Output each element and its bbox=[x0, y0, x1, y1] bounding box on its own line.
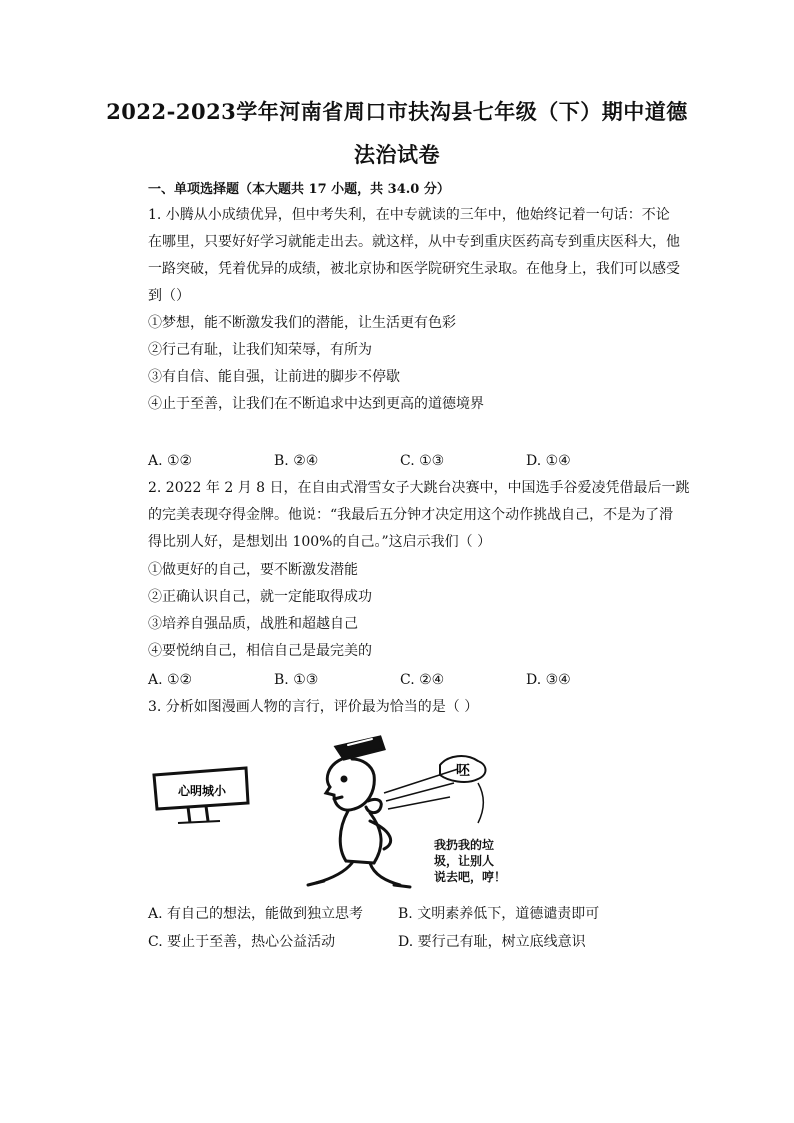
question-2-option-a[interactable]: A. ①② bbox=[148, 672, 193, 688]
question-1-stem-line-2: 在哪里，只要好好学习就能走出去。就这样，从中专到重庆医药高专到重庆医科大，他 bbox=[148, 234, 680, 250]
question-2-stem-line-1: 2. 2022 年 2 月 8 日，在自由式滑雪女子大跳台决赛中，中国选手谷爱凌凭借最后一跳 bbox=[148, 480, 690, 496]
question-3-option-a[interactable]: A. 有自己的想法，能做到独立思考 bbox=[148, 906, 364, 922]
spit-speech bbox=[440, 756, 486, 823]
question-1-option-b[interactable]: B. ②④ bbox=[274, 453, 319, 469]
question-1-stem-line-3: 一路突破，凭着优异的成绩，被北京协和医学院研究生录取。在他身上，我们可以感受 bbox=[148, 261, 680, 277]
question-3-option-c[interactable]: C. 要止于至善，热心公益活动 bbox=[148, 934, 336, 950]
question-1-option-a[interactable]: A. ①② bbox=[148, 453, 193, 469]
spit-motion-lines bbox=[384, 769, 458, 809]
question-1-stem-line-4: 到（） bbox=[148, 288, 190, 304]
question-1-stem-line-1: 1. 小腾从小成绩优异，但中考失利，在中专就读的三年中，他始终记着一句话：不论 bbox=[148, 207, 670, 223]
caption-line-3: 说去吧，哼！ bbox=[434, 870, 507, 884]
question-2-option-d[interactable]: D. ③④ bbox=[526, 672, 571, 688]
question-2-stem-line-3: 得比别人好，是想划出 100%的自己。”这启示我们（ ） bbox=[148, 534, 492, 550]
question-3-option-b[interactable]: B. 文明素养低下，道德谴责即可 bbox=[398, 906, 600, 922]
question-2-option-b[interactable]: B. ①③ bbox=[274, 672, 319, 688]
question-1-item-2: ②行己有耻，让我们知荣辱，有所为 bbox=[148, 342, 372, 358]
question-1-option-c[interactable]: C. ①③ bbox=[400, 453, 445, 469]
question-3-option-d[interactable]: D. 要行己有耻，树立底线意识 bbox=[398, 934, 586, 950]
question-2-item-1: ①做更好的自己，要不断激发潜能 bbox=[148, 562, 358, 578]
question-2-item-3: ③培养自强品质，战胜和超越自己 bbox=[148, 616, 358, 632]
cartoon-caption bbox=[434, 837, 506, 884]
page-title-line2: 法治试卷 bbox=[354, 142, 440, 167]
question-1-item-1: ①梦想，能不断激发我们的潜能，让生活更有色彩 bbox=[148, 315, 456, 331]
question-2-stem-line-2: 的完美表现夺得金牌。他说：“我最后五分钟才决定用这个动作挑战自己，不是为了滑 bbox=[148, 507, 674, 523]
question-2-option-c[interactable]: C. ②④ bbox=[400, 672, 445, 688]
question-1-item-3: ③有自信、能自强，让前进的脚步不停歇 bbox=[148, 369, 400, 385]
cartoon-illustration bbox=[148, 735, 608, 890]
question-3-stem: 3. 分析如图漫画人物的言行，评价最为恰当的是（ ） bbox=[148, 699, 479, 715]
running-man bbox=[308, 737, 410, 887]
question-1-item-4: ④止于至善，让我们在不断追求中达到更高的道德境界 bbox=[148, 396, 484, 412]
caption-line-2: 圾，让别人 bbox=[434, 854, 495, 868]
question-2-item-4: ④要悦纳自己，相信自己是最完美的 bbox=[148, 643, 372, 659]
question-2-item-2: ②正确认识自己，就一定能取得成功 bbox=[148, 589, 372, 605]
section-heading: 一、单项选择题（本大题共 17 小题，共 34.0 分） bbox=[148, 182, 450, 197]
caption-line-1: 我扔我的垃 bbox=[434, 838, 495, 852]
page-title: 2022-2023学年河南省周口市扶沟县七年级（下）期中道德 bbox=[106, 99, 688, 124]
signboard bbox=[154, 768, 248, 823]
sign-text: 心明城小 bbox=[177, 784, 227, 798]
question-1-option-d[interactable]: D. ①④ bbox=[526, 453, 571, 469]
speech-bubble-text: 呸 bbox=[456, 763, 470, 779]
